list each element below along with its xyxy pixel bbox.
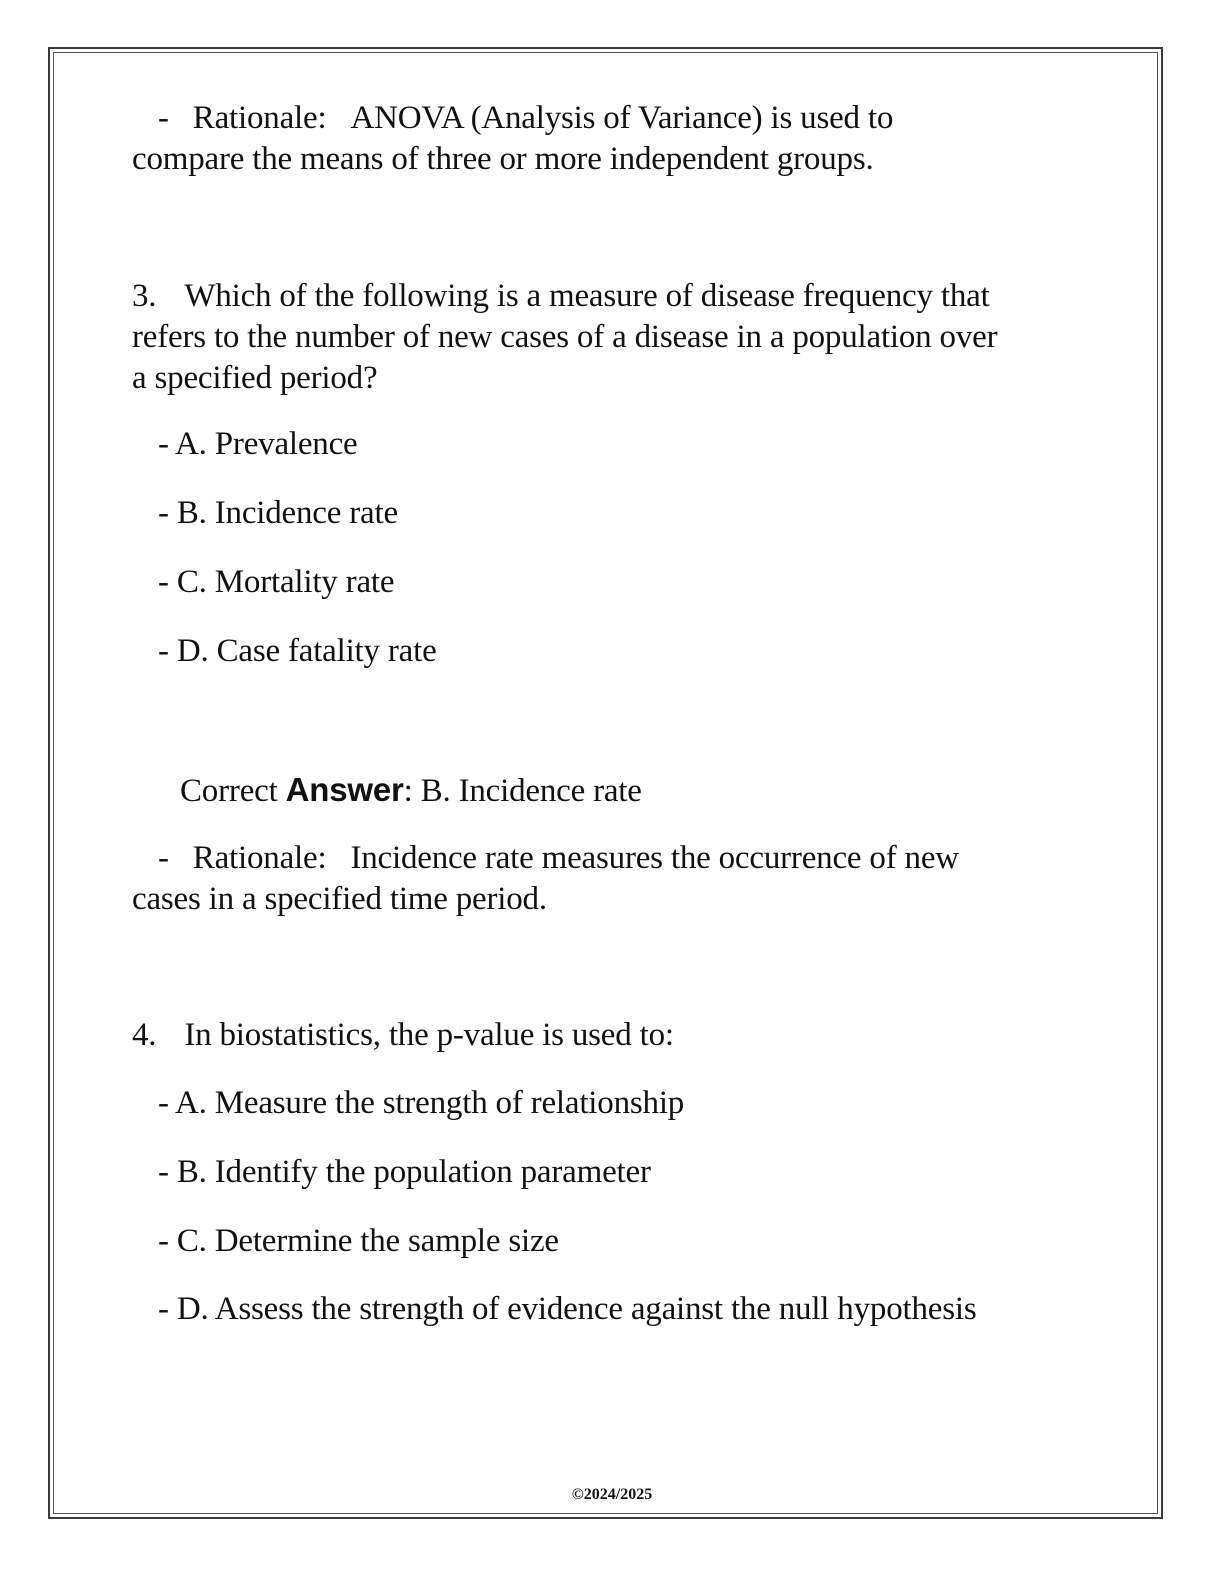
q3-rationale-text1: Incidence rate measures the occurrence of new [350,840,959,876]
q3-correct-prefix: Correct [180,773,278,809]
q3-correct-answer [180,769,642,812]
q2-rationale-label: Rationale: [192,100,327,136]
q3-question-line2: refers to the number of new cases of a disease in a population over [132,319,998,355]
q3-rationale-line2: cases in a specified time period. [132,881,547,917]
q4-question-line1 [132,1015,674,1056]
q3-rationale-line1 [158,838,959,879]
q4-option-d: - D. Assess the strength of evidence against the null hypothesis [158,1291,977,1327]
q3-question-text1: Which of the following is a measure of disease frequency that [184,278,990,314]
q3-option-d: - D. Case fatality rate [158,633,437,669]
q4-option-a: - A. Measure the strength of relationship [158,1085,685,1121]
q3-rationale-label: Rationale: [192,840,327,876]
q2-rationale-dash: - [158,100,169,136]
q4-number: 4. [132,1017,157,1053]
q2-rationale-text1: ANOVA (Analysis of Variance) is used to [350,100,894,136]
q3-rationale-dash: - [158,840,169,876]
q4-option-b: - B. Identify the population parameter [158,1154,651,1190]
q4-option-c: - C. Determine the sample size [158,1223,559,1259]
q3-option-a: - A. Prevalence [158,426,358,462]
q3-option-c: - C. Mortality rate [158,564,395,600]
q3-number: 3. [132,278,157,314]
q2-rationale-line1 [158,98,893,139]
footer-copyright: ©2024/2025 [571,1486,653,1503]
q3-correct-suffix: : B. Incidence rate [403,773,642,809]
q2-rationale-line2: compare the means of three or more independent groups. [132,141,874,177]
q4-question-text1: In biostatistics, the p-value is used to: [184,1017,674,1053]
q3-question-line3: a specified period? [132,360,378,396]
q3-option-b: - B. Incidence rate [158,495,398,531]
q3-question-line1 [132,276,990,317]
q3-answer-word: Answer [285,771,404,808]
